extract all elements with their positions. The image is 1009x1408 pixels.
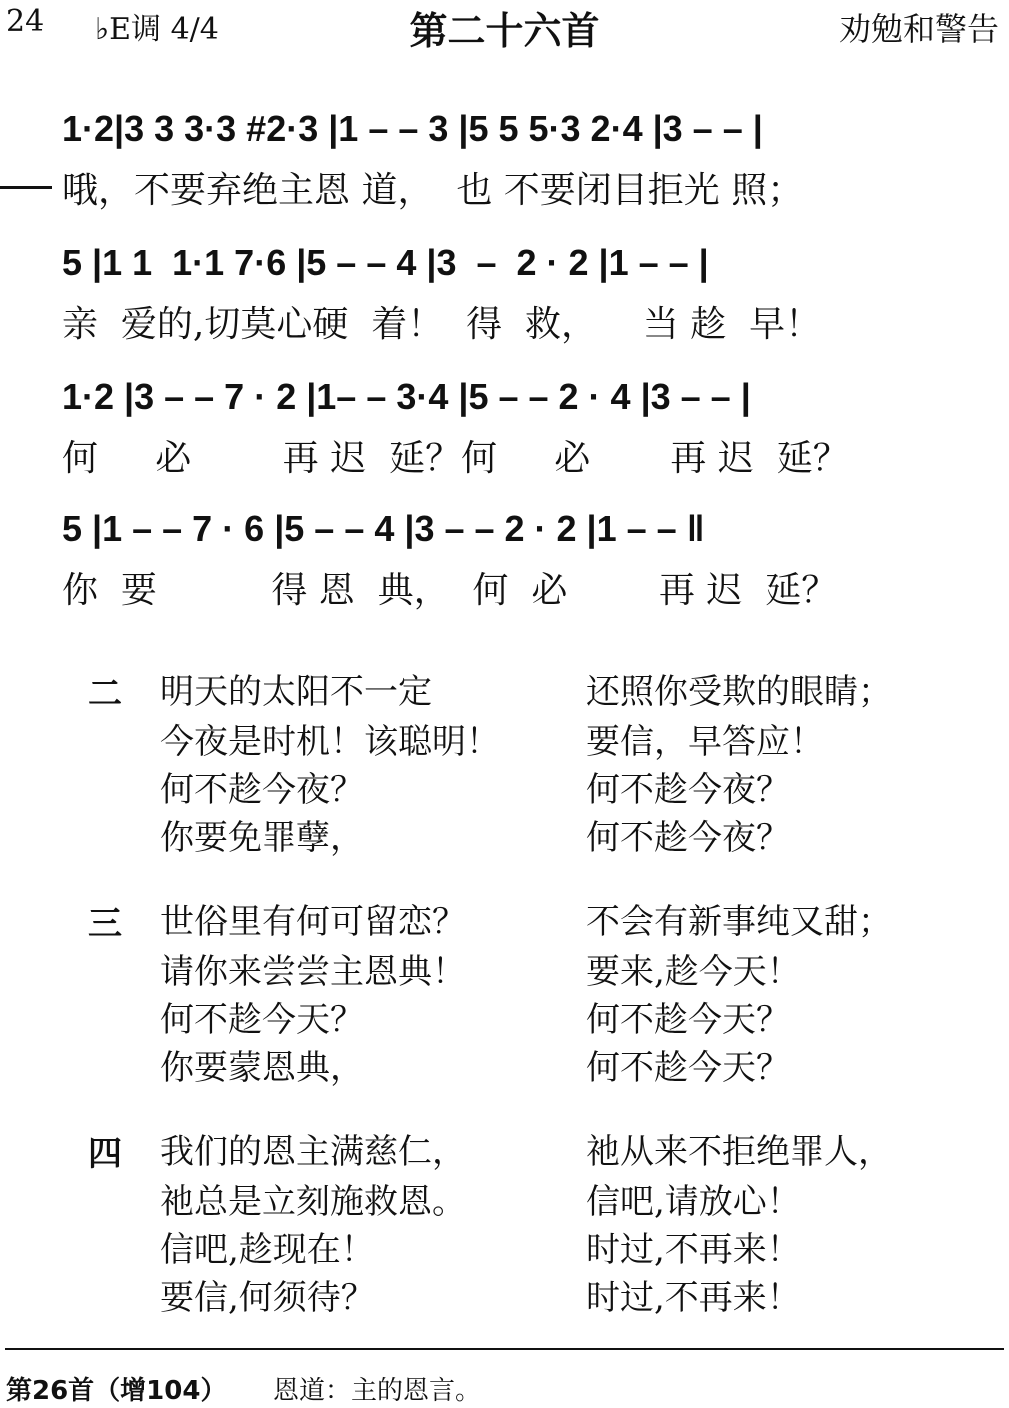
- verse-line: 祂从来不拒绝罪人，: [586, 1132, 892, 1172]
- lyric-line-1: 哦，不要弃绝主恩 道， 也 不要闭目拒光 照；: [62, 170, 804, 211]
- verse-line: 今夜是时机！该聪明！: [160, 722, 500, 762]
- notation-line-4: 5 |1 – – 7 · 6 |5 – – 4 |3 – – 2 · 2 |1 – – ‖: [62, 508, 705, 549]
- verse-line: 何不趁今夜？: [586, 818, 790, 858]
- verse-line: 我们的恩主满慈仁，: [160, 1132, 466, 1172]
- verse-line: 何不趁今天？: [586, 1000, 790, 1040]
- verse-one-marker-line: [0, 186, 52, 189]
- verse-line: 信吧,请放心！: [586, 1182, 801, 1222]
- footer-hymn-number: 第26首（增104）: [6, 1376, 227, 1406]
- lyric-line-3: 何 必 再 迟 延？何 必 再 迟 延？: [62, 438, 849, 479]
- hymn-title: 第二十六首: [409, 9, 600, 53]
- verse-number: 三: [88, 904, 122, 944]
- verse-line: 你要蒙恩典，: [160, 1048, 364, 1088]
- lyric-line-2: 亲 爱的,切莫心硬 着！ 得 救， 当 趁 早！: [62, 304, 822, 345]
- footer: [6, 1370, 481, 1407]
- footer-note: 恩道：主的恩言。: [273, 1376, 482, 1406]
- notation-line-3: 1·2 |3 – – 7 · 2 |1– – 3·4 |5 – – 2 · 4 |3 – – |: [62, 376, 751, 417]
- hymn-category: 劝勉和警告: [838, 10, 999, 48]
- verse-line: 要信,何须待？: [160, 1278, 375, 1318]
- verse-line: 信吧,趁现在！: [160, 1230, 375, 1270]
- verse-line: 要来,趁今天！: [586, 952, 801, 992]
- verse-line: 世俗里有何可留恋？: [160, 902, 466, 942]
- verse-line: 还照你受欺的眼睛；: [586, 672, 892, 712]
- verse-line: 要信，早答应！: [586, 722, 824, 762]
- notation-line-1: 1·2|3 3 3·3 #2·3 |1 – – 3 |5 5 5·3 2·4 |3 – – |: [62, 108, 763, 149]
- page-number: 24: [6, 4, 45, 39]
- verse-line: 时过,不再来！: [586, 1230, 801, 1270]
- verse-line: 你要免罪孽，: [160, 818, 364, 858]
- verse-number: 二: [88, 674, 122, 714]
- verse-line: 何不趁今夜？: [160, 770, 364, 810]
- verse-line: 何不趁今天？: [160, 1000, 364, 1040]
- verse-line: 明天的太阳不一定: [160, 672, 432, 712]
- verse-line: 请你来尝尝主恩典！: [160, 952, 466, 992]
- verse-line: 何不趁今天？: [586, 1048, 790, 1088]
- notation-line-2: 5 |1 1 1·1 7·6 |5 – – 4 |3 – 2 · 2 |1 – – |: [62, 242, 709, 283]
- footer-divider: [5, 1348, 1004, 1350]
- verse-line: 祂总是立刻施救恩。: [160, 1182, 466, 1222]
- verse-number: 四: [88, 1134, 122, 1174]
- verse-line: 不会有新事纯又甜；: [586, 902, 892, 942]
- key-signature: ♭E调 4/4: [95, 12, 219, 47]
- verse-line: 何不趁今夜？: [586, 770, 790, 810]
- verse-line: 时过,不再来！: [586, 1278, 801, 1318]
- lyric-line-4: 你 要 得 恩 典， 何 必 再 迟 延？: [62, 570, 838, 611]
